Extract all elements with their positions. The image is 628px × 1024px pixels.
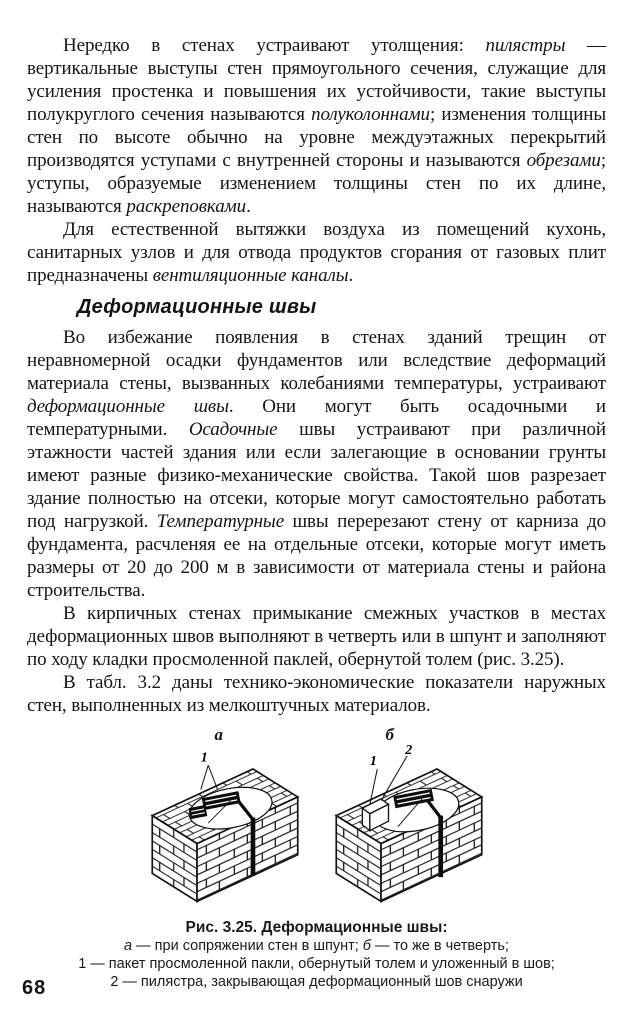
caption-key-ab	[27, 937, 606, 955]
section-heading: Деформационные швы	[77, 296, 317, 318]
key-a-text: — при сопряжении стен в шпунт;	[132, 938, 363, 954]
term-raskrepovki: раскреповками	[126, 196, 247, 217]
text-run: В табл. 3.2 даны технико-экономические показатели наружных стен, выполненных из мелкоштучных материалов.	[27, 672, 606, 716]
term-semicolumns: полуколоннами	[311, 104, 430, 125]
term-obrez: обрезами	[526, 150, 601, 171]
paragraph-ventilation	[27, 218, 606, 287]
text-run: ; уступы, образуемые изменением толщины стен по их длине, называются	[27, 150, 606, 217]
text-run: ; изменения толщины стен по высоте обычно на уровне междуэтажных перекрытий производятся уступами с внутренней стороны и называются	[27, 104, 606, 171]
page-number: 68	[22, 977, 47, 999]
figure-part-label-b: б	[385, 725, 394, 744]
text-run: В кирпичных стенах примыкание смежных участков в местах деформационных швов выполняют в четверть или в шпунт и заполняют по ходу кладки просмоленной паклей, обернутой толем (рис. 3.25).	[27, 603, 606, 670]
callout-1-label: 1	[200, 750, 208, 766]
paragraph-deformation-joints	[27, 326, 606, 602]
text-run: . Они могут быть осадочными и температурными.	[27, 396, 606, 440]
callout-2-label: 2	[404, 743, 412, 759]
text-run: .	[246, 196, 251, 217]
figure-3-25	[27, 725, 606, 991]
paragraph-table-ref	[27, 671, 606, 717]
brick-wall-drawing-b	[325, 741, 493, 907]
text-run: .	[348, 265, 354, 286]
text-run: Для естественной вытяжки воздуха из помещений кухонь, санитарных узлов и для отвода продуктов сгорания от газовых плит предназначены	[27, 219, 606, 286]
text-run: — вертикальные выступы стен прямоугольного сечения, служащие для усиления простенка и повышения их устойчивости, такие выступы полукруглого сечения называются	[27, 35, 606, 125]
text-run: Во избежание появления в стенах зданий трещин от неравномерной осадки фундаментов или вследствие деформаций материала стены, вызванных колебаниями температуры, устраивают	[27, 327, 606, 394]
caption-key-1: 1 — пакет просмоленной пакли, обернутый толем и уложенный в шов;	[78, 956, 555, 972]
term-temperature-joints: Температурные	[156, 511, 285, 532]
callout-1-label: 1	[369, 754, 377, 770]
key-b-text: — то же в четверть;	[370, 938, 509, 954]
caption-title	[27, 919, 606, 937]
caption-number: Рис. 3.25.	[185, 919, 258, 936]
key-a: а	[124, 938, 133, 954]
paragraph-brick-walls	[27, 602, 606, 671]
figure-caption	[27, 919, 606, 991]
caption-title-text: Деформационные швы:	[257, 919, 448, 936]
figure-canvas	[141, 725, 493, 909]
figure-part-label-a: а	[214, 725, 223, 744]
text-run: швы перерезают стену от карниза до фундамента, расчленяя ее на отдельные отсеки, которые могут иметь размеры от 20 до 200 м в зависимости от материала стены и района строительства.	[27, 511, 606, 601]
text-run: швы устраивают при различной этажности частей здания или если залегающие в основании грунты имеют разные физико-механические свойства. Такой шов разрезает здание полностью на отсеки, которые могут самостоятельно работать под нагрузкой.	[27, 419, 606, 532]
brick-wall-drawing-a	[141, 741, 309, 907]
caption-key-2: 2 — пилястра, закрывающая деформационный шов снаружи	[110, 974, 523, 990]
text-run: Нередко в стенах устраивают утолщения:	[63, 35, 486, 56]
wall-block	[336, 769, 481, 901]
term-settlement-joints: Осадочные	[188, 419, 278, 440]
term-vent-channels: вентиляционные каналы	[152, 265, 349, 286]
term-deformation-joints: деформационные швы	[27, 396, 229, 417]
term-pilasters: пилястры	[485, 35, 566, 56]
paragraph-thickenings	[27, 34, 606, 218]
key-b: б	[362, 938, 371, 954]
